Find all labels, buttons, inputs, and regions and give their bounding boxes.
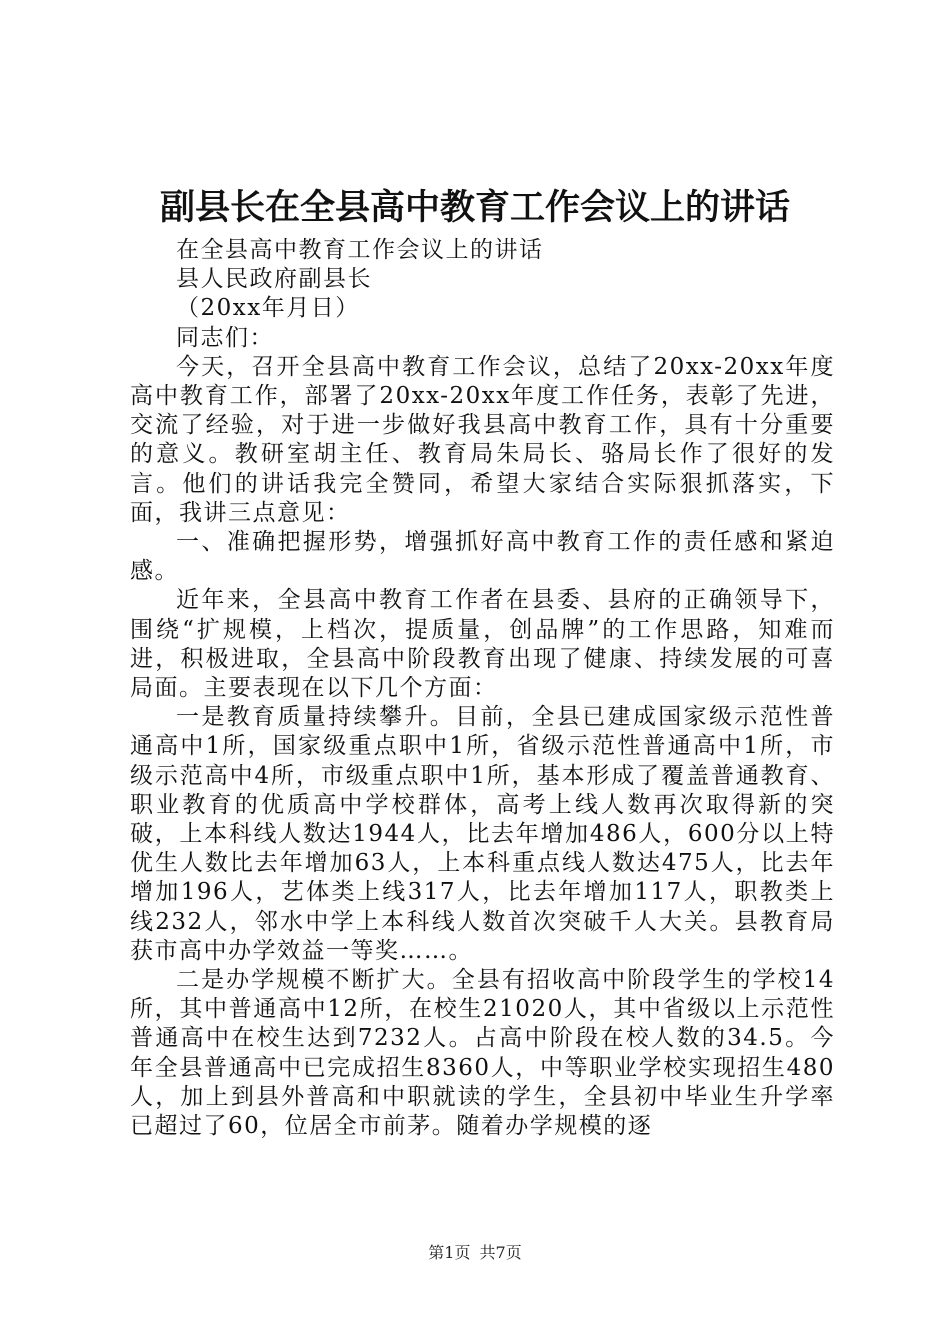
page-footer: [0, 1242, 950, 1264]
paragraph: 今天，召开全县高中教育工作会议，总结了20xx-20xx年度高中教育工作，部署了20xx-20xx年度工作任务，表彰了先进，交流了经验，对于进一步做好我县高中教育工作，具有十分重要的意义。教研室胡主任、教育局朱局长、骆局长作了很好的发言。他们的讲话我完全赞同，希望大家结合实际狠抓落实，下面，我讲三点意见：: [130, 353, 835, 526]
greeting-line: 同志们：: [176, 324, 274, 351]
paragraph: 一是教育质量持续攀升。目前，全县已建成国家级示范性普通高中1所，国家级重点职中1所，省级示范性普通高中1所，市级示范高中4所，市级重点职中1所，基本形成了覆盖普通教育、职业教育的优质高中学校群体，高考上线人数再次取得新的突破，上本科线人数达1944人，比去年增加486人，600分以上特优生人数比去年增加63人，上本科重点线人数达475人，比去年增加196人，艺体类上线317人，比去年增加117人，职教类上线232人，邻水中学上本科线人数首次突破千人大关。县教育局获市高中办学效益一等奖……。: [130, 704, 835, 964]
document-title: 副县长在全县高中教育工作会议上的讲话: [159, 187, 790, 228]
page-number: 第1页: [428, 1243, 471, 1262]
date-line: （20xx年月日）: [176, 295, 360, 322]
subtitle-line: 在全县高中教育工作会议上的讲话: [176, 237, 544, 263]
paragraph: 二是办学规模不断扩大。全县有招收高中阶段学生的学校14所，其中普通高中12所，在校生21020人，其中省级以上示范性普通高中在校生达到7232人。占高中阶段在校人数的34.5。今年全县普通高中已完成招生8360人，中等职业学校实现招生480人，加上到县外普高和中职就读的学生，全县初中毕业生升学率已超过了60，位居全市前茅。随着办学规模的逐: [130, 967, 835, 1140]
section-heading: 一、准确把握形势，增强抓好高中教育工作的责任感和紧迫感。: [130, 529, 835, 585]
paragraph: 近年来，全县高中教育工作者在县委、县府的正确领导下，围绕“扩规模，上档次，提质量，创品牌”的工作思路，知难而进，积极进取，全县高中阶段教育出现了健康、持续发展的可喜局面。主要表现在以下几个方面：: [130, 587, 835, 702]
page-total: 共7页: [479, 1243, 522, 1262]
document-body: [130, 236, 835, 1141]
speaker-line: 县人民政府副县长: [176, 266, 372, 293]
